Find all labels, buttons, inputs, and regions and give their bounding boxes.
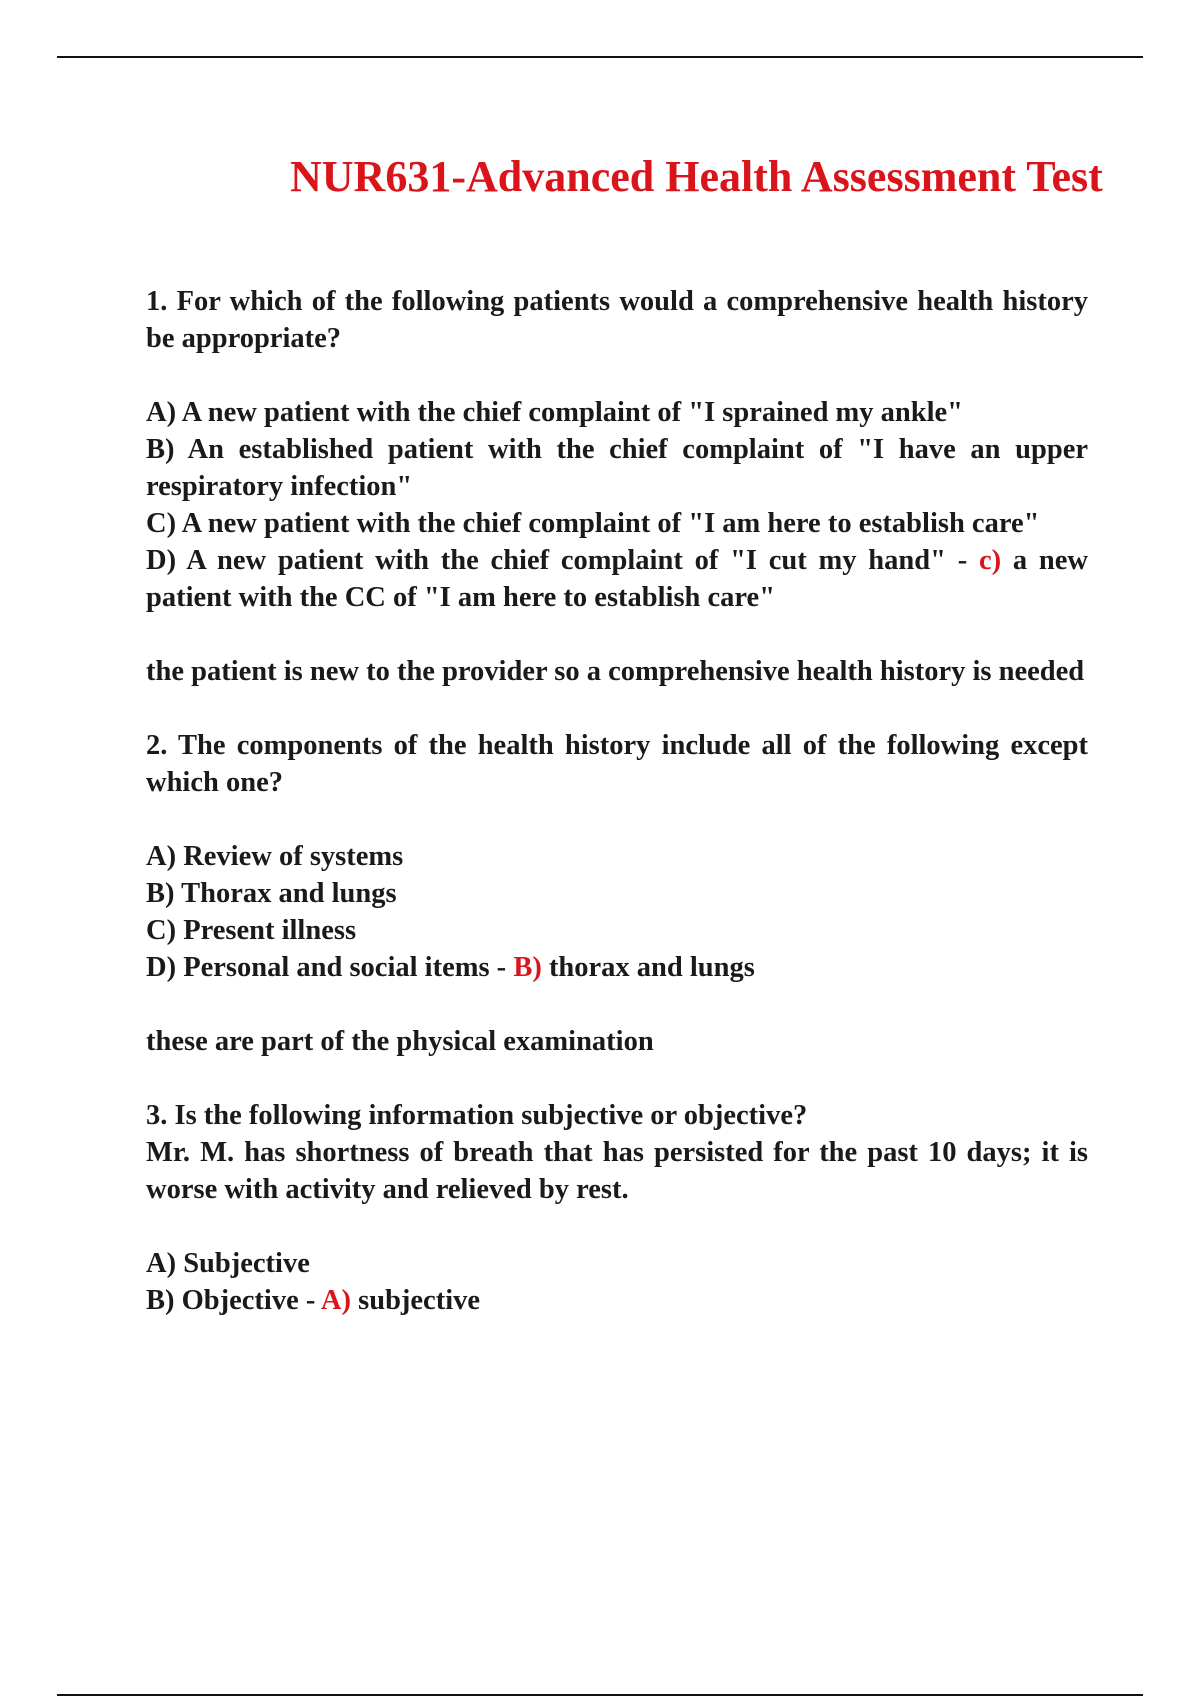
page-title: NUR631-Advanced Health Assessment Test — [290, 152, 1103, 201]
question-2-text: 2. The components of the health history include all of the following except which one? — [146, 730, 1088, 798]
question-1-options — [146, 394, 1088, 616]
document-body — [146, 283, 1088, 1319]
question-1-rationale: the patient is new to the provider so a comprehensive health history is needed — [146, 656, 1085, 687]
question-2-option-a: A) Review of systems — [146, 841, 404, 872]
question-2-option-d: D) Personal and social items - — [146, 952, 514, 983]
question-1-answer-text: a new patient with the CC of "I am here to establish care" — [146, 545, 1088, 613]
header-rule — [57, 56, 1143, 58]
question-2-answer-letter: B) — [513, 952, 542, 983]
question-2-options — [146, 838, 1088, 986]
question-3-answer-letter: A) — [320, 1285, 351, 1316]
question-2-answer-text: thorax and lungs — [541, 952, 755, 983]
question-2-rationale: these are part of the physical examination — [146, 1026, 654, 1057]
question-1-option-d: D) A new patient with the chief complaint of "I cut my hand" - — [146, 545, 979, 576]
question-3-answer-text: subjective — [351, 1285, 481, 1316]
question-3-option-b-line — [146, 1282, 1088, 1319]
question-2-option-c: C) Present illness — [146, 915, 357, 946]
footer-rule — [57, 1694, 1143, 1696]
question-3-text: 3. Is the following information subjective or objective? — [146, 1100, 808, 1131]
question-1-option-c: C) A new patient with the chief complaint of "I am here to establish care" — [146, 508, 1040, 539]
question-1-answer-letter: c) — [978, 545, 1002, 576]
question-1-option-b: B) An established patient with the chief complaint of "I have an upper respiratory infection" — [146, 434, 1088, 502]
question-2-option-b: B) Thorax and lungs — [146, 878, 397, 909]
question-3-option-b: B) Objective - — [146, 1285, 321, 1316]
question-1-option-a: A) A new patient with the chief complaint of "I sprained my ankle" — [146, 397, 963, 428]
question-2-option-d-line — [146, 949, 1088, 986]
question-3-option-a: A) Subjective — [146, 1248, 310, 1279]
question-1-text: 1. For which of the following patients would a comprehensive health history be appropriate? — [146, 286, 1088, 354]
question-3-options — [146, 1245, 1088, 1319]
question-3-detail: Mr. M. has shortness of breath that has persisted for the past 10 days; it is worse with activity and relieved by rest. — [146, 1137, 1088, 1205]
